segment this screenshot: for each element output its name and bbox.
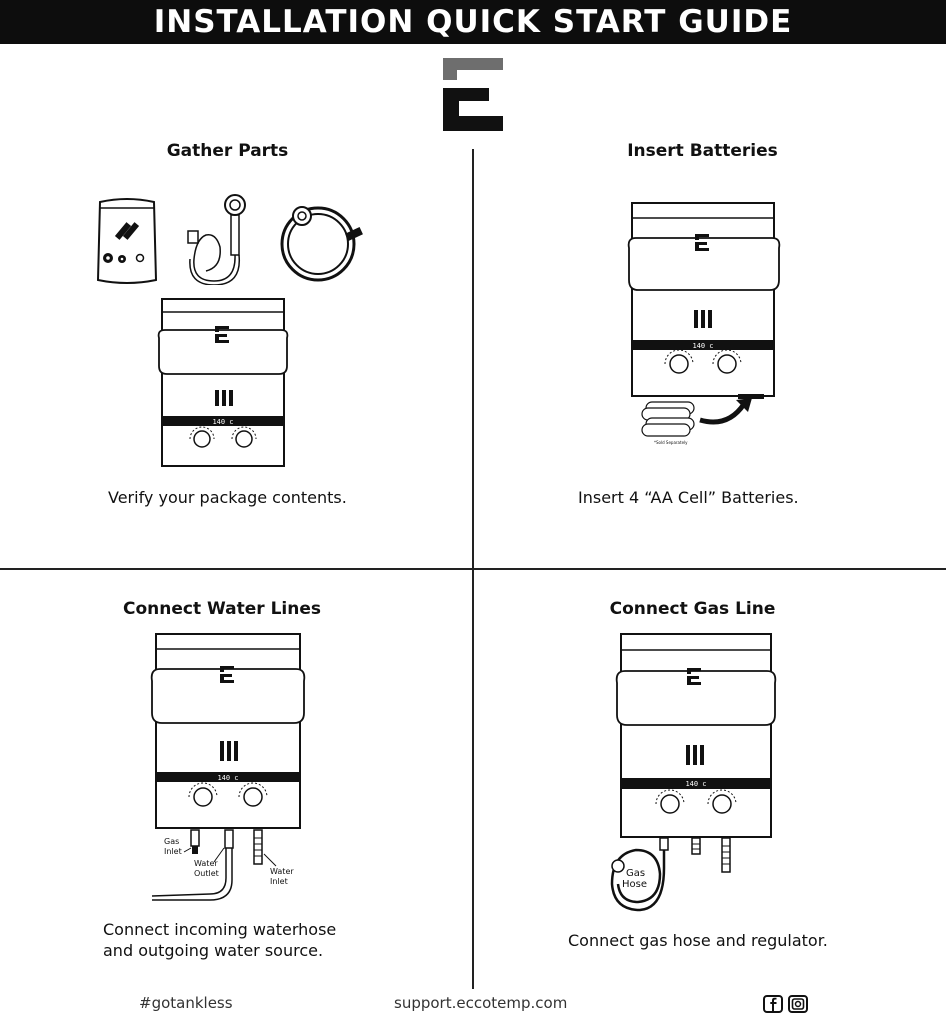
- gather-parts-caption: Verify your package contents.: [108, 488, 347, 507]
- page-title: INSTALLATION QUICK START GUIDE: [153, 4, 793, 40]
- instagram-icon[interactable]: [788, 995, 808, 1013]
- gas-inlet-label: Gas: [164, 837, 180, 846]
- gas-hose-regulator-icon: [276, 196, 368, 286]
- connect-water-lines-caption: [103, 919, 336, 961]
- water-inlet-label: Water: [270, 867, 294, 876]
- connect-gas-line-title: Connect Gas Line: [609, 599, 776, 619]
- connect-gas-line-caption: Connect gas hose and regulator.: [568, 931, 828, 950]
- hardware-bag-icon: [94, 196, 160, 286]
- gather-parts-title: Gather Parts: [166, 141, 289, 161]
- water-outlet-label: Water: [194, 859, 218, 868]
- heater-display: 140 c: [212, 418, 234, 426]
- gas-inlet-label: Inlet: [164, 847, 182, 856]
- water-inlet-label: Inlet: [270, 877, 288, 886]
- insert-batteries-title: Insert Batteries: [627, 141, 778, 161]
- heater-display: 140 c: [685, 780, 707, 788]
- aa-batteries-icon: [640, 398, 700, 448]
- insert-batteries-caption: Insert 4 “AA Cell” Batteries.: [578, 488, 799, 507]
- water-heater-illustration: [148, 633, 308, 829]
- water-connections-diagram: [148, 828, 308, 902]
- horizontal-divider: [0, 568, 946, 570]
- footer-hashtag: #gotankless: [139, 994, 233, 1012]
- gas-hose-label: Gas: [626, 868, 646, 879]
- connect-water-lines-title: Connect Water Lines: [123, 599, 321, 619]
- gas-connection-diagram: [604, 838, 744, 914]
- heater-display: 140 c: [217, 774, 239, 782]
- footer-support-link[interactable]: support.eccotemp.com: [394, 994, 568, 1012]
- water-heater-illustration: [613, 633, 781, 839]
- caption-line: and outgoing water source.: [103, 941, 324, 960]
- heater-display: 140 c: [692, 342, 714, 350]
- eccotemp-logo-icon: [443, 58, 503, 131]
- water-outlet-label: Outlet: [194, 869, 219, 878]
- header-banner: [0, 0, 946, 44]
- insert-arrow-icon: [698, 392, 766, 430]
- water-heater-illustration: [626, 202, 782, 398]
- caption-line: Connect incoming waterhose: [103, 920, 337, 939]
- sold-separately-note: *Sold Separately: [654, 440, 688, 445]
- gas-hose-label: Hose: [622, 879, 647, 890]
- facebook-icon[interactable]: [763, 995, 783, 1013]
- shower-head-icon: [186, 193, 250, 285]
- water-heater-illustration: [155, 298, 291, 468]
